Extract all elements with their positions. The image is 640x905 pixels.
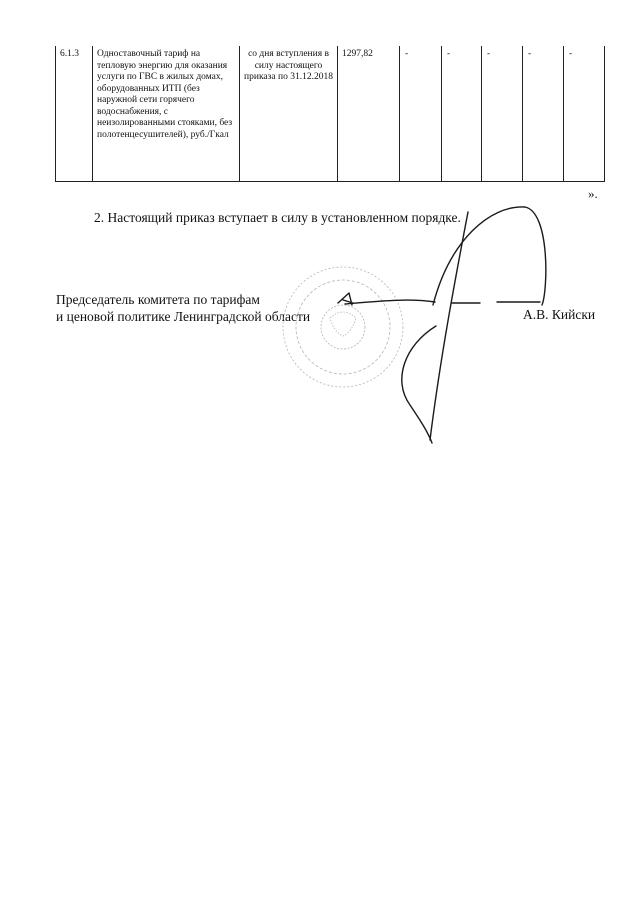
handwritten-signature [338, 207, 546, 443]
row-description: Одноставочный тариф на тепловую энергию для оказания услуги по ГВС в жилых домах, оборудованных ИТП (без наружной сети горячего водоснабжения, с неизолированными стояками, без полотенцесушителей), руб./Гкал [93, 46, 240, 181]
row-value: 1297,82 [338, 46, 400, 181]
row-number: 6.1.3 [56, 46, 93, 181]
official-stamp [283, 267, 403, 387]
signatory-title-line2: и ценовой политике Ленинградской области [56, 308, 311, 324]
row-dash: - [400, 46, 442, 181]
signatory-name: А.В. Кийски [523, 307, 596, 322]
closing-quote: ». [588, 186, 598, 201]
signatory-title-line1: Председатель комитета по тарифам [56, 292, 260, 307]
clause-2: 2. Настоящий приказ вступает в силу в установленном порядке. [94, 210, 461, 225]
row-dash: - [564, 46, 605, 181]
row-dash: - [442, 46, 482, 181]
row-period: со дня вступления в силу настоящего приказа по 31.12.2018 [240, 46, 338, 181]
row-dash: - [482, 46, 523, 181]
row-dash: - [523, 46, 564, 181]
